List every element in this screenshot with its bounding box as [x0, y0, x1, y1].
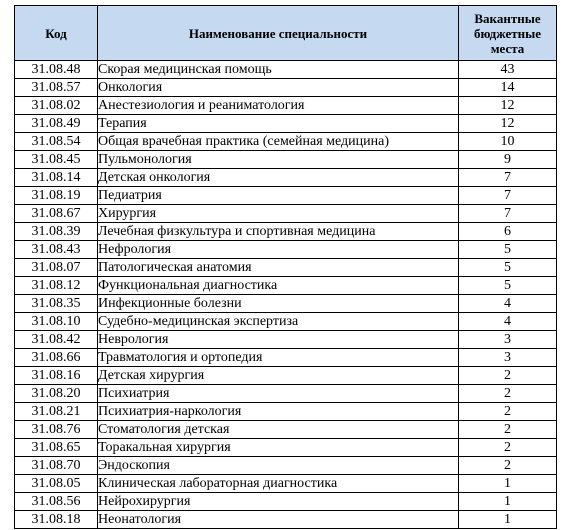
- specialty-name-cell: Детская хирургия: [98, 367, 459, 385]
- specialty-code-cell: 31.08.20: [15, 385, 98, 403]
- specialty-name-cell: Скорая медицинская помощь: [98, 61, 459, 79]
- table-row: [15, 115, 557, 133]
- specialty-code-cell: 31.08.16: [15, 367, 98, 385]
- vacant-places-cell: 1: [459, 475, 557, 493]
- specialty-name-cell: Нейрохирургия: [98, 493, 459, 511]
- vacant-places-cell: 14: [459, 79, 557, 97]
- table-header: [15, 6, 557, 61]
- specialty-code-cell: 31.08.43: [15, 241, 98, 259]
- table-row: [15, 151, 557, 169]
- header-vacant-places: Вакантные бюджетные места: [459, 6, 557, 61]
- vacant-places-cell: 2: [459, 421, 557, 439]
- specialty-name-cell: Общая врачебная практика (семейная медицина): [98, 133, 459, 151]
- specialty-code-cell: 31.08.18: [15, 511, 98, 529]
- specialty-name-cell: Нефрология: [98, 241, 459, 259]
- specialty-code-cell: 31.08.67: [15, 205, 98, 223]
- vacant-places-cell: 12: [459, 115, 557, 133]
- header-code: Код: [15, 6, 98, 61]
- specialty-code-cell: 31.08.66: [15, 349, 98, 367]
- specialty-code-cell: 31.08.56: [15, 493, 98, 511]
- table-row: [15, 223, 557, 241]
- vacant-places-cell: 6: [459, 223, 557, 241]
- specialty-name-cell: Психиатрия: [98, 385, 459, 403]
- table-row: [15, 169, 557, 187]
- vacant-places-cell: 2: [459, 367, 557, 385]
- vacant-places-cell: 7: [459, 205, 557, 223]
- vacant-places-cell: 5: [459, 259, 557, 277]
- specialty-name-cell: Терапия: [98, 115, 459, 133]
- specialty-code-cell: 31.08.70: [15, 457, 98, 475]
- specialty-code-cell: 31.08.76: [15, 421, 98, 439]
- vacant-places-cell: 7: [459, 187, 557, 205]
- specialty-code-cell: 31.08.19: [15, 187, 98, 205]
- table-row: [15, 187, 557, 205]
- table-row: [15, 367, 557, 385]
- specialty-name-cell: Эндоскопия: [98, 457, 459, 475]
- vacant-places-cell: 4: [459, 313, 557, 331]
- specialty-name-cell: Патологическая анатомия: [98, 259, 459, 277]
- specialty-code-cell: 31.08.57: [15, 79, 98, 97]
- specialty-name-cell: Педиатрия: [98, 187, 459, 205]
- table-row: [15, 259, 557, 277]
- specialty-code-cell: 31.08.49: [15, 115, 98, 133]
- specialty-code-cell: 31.08.14: [15, 169, 98, 187]
- vacant-places-cell: 5: [459, 277, 557, 295]
- table-row: [15, 241, 557, 259]
- specialty-name-cell: Неврология: [98, 331, 459, 349]
- specialty-code-cell: 31.08.45: [15, 151, 98, 169]
- table-row: [15, 403, 557, 421]
- vacant-places-cell: 1: [459, 493, 557, 511]
- specialty-name-cell: Судебно-медицинская экспертиза: [98, 313, 459, 331]
- specialty-name-cell: Детская онкология: [98, 169, 459, 187]
- vacant-places-cell: 3: [459, 331, 557, 349]
- specialty-code-cell: 31.08.07: [15, 259, 98, 277]
- specialty-name-cell: Онкология: [98, 79, 459, 97]
- specialty-name-cell: Психиатрия-наркология: [98, 403, 459, 421]
- table-row: [15, 457, 557, 475]
- table-row: [15, 385, 557, 403]
- table-row: [15, 439, 557, 457]
- table-row: [15, 79, 557, 97]
- vacant-places-cell: 3: [459, 349, 557, 367]
- table-row: [15, 349, 557, 367]
- specialty-code-cell: 31.08.02: [15, 97, 98, 115]
- specialty-name-cell: Лечебная физкультура и спортивная медицина: [98, 223, 459, 241]
- vacancies-table: [14, 5, 557, 529]
- specialty-code-cell: 31.08.12: [15, 277, 98, 295]
- specialty-name-cell: Торакальная хирургия: [98, 439, 459, 457]
- vacant-places-cell: 1: [459, 511, 557, 529]
- vacant-places-cell: 2: [459, 457, 557, 475]
- specialty-code-cell: 31.08.10: [15, 313, 98, 331]
- specialty-name-cell: Клиническая лабораторная диагностика: [98, 475, 459, 493]
- vacant-places-cell: 10: [459, 133, 557, 151]
- table-row: [15, 421, 557, 439]
- specialty-name-cell: Стоматология детская: [98, 421, 459, 439]
- vacant-places-cell: 12: [459, 97, 557, 115]
- table-row: [15, 97, 557, 115]
- table-row: [15, 277, 557, 295]
- specialty-code-cell: 31.08.54: [15, 133, 98, 151]
- specialty-name-cell: Инфекционные болезни: [98, 295, 459, 313]
- specialty-name-cell: Анестезиология и реаниматология: [98, 97, 459, 115]
- specialty-name-cell: Травматология и ортопедия: [98, 349, 459, 367]
- table-row: [15, 133, 557, 151]
- header-specialty-name: Наименование специальности: [98, 6, 459, 61]
- table-row: [15, 475, 557, 493]
- vacant-places-cell: 4: [459, 295, 557, 313]
- table-row: [15, 205, 557, 223]
- vacant-places-cell: 9: [459, 151, 557, 169]
- vacant-places-cell: 7: [459, 169, 557, 187]
- specialty-code-cell: 31.08.05: [15, 475, 98, 493]
- specialty-name-cell: Функциональная диагностика: [98, 277, 459, 295]
- specialty-code-cell: 31.08.39: [15, 223, 98, 241]
- table-row: [15, 493, 557, 511]
- table-row: [15, 313, 557, 331]
- table-row: [15, 295, 557, 313]
- vacant-places-cell: 43: [459, 61, 557, 79]
- specialty-code-cell: 31.08.65: [15, 439, 98, 457]
- header-row: [15, 6, 557, 61]
- table-row: [15, 61, 557, 79]
- specialty-code-cell: 31.08.42: [15, 331, 98, 349]
- specialty-name-cell: Неонатология: [98, 511, 459, 529]
- table-row: [15, 511, 557, 529]
- specialty-code-cell: 31.08.48: [15, 61, 98, 79]
- table-body: [15, 61, 557, 529]
- vacant-places-cell: 2: [459, 385, 557, 403]
- specialty-name-cell: Пульмонология: [98, 151, 459, 169]
- specialty-code-cell: 31.08.21: [15, 403, 98, 421]
- specialty-code-cell: 31.08.35: [15, 295, 98, 313]
- vacant-places-cell: 2: [459, 403, 557, 421]
- vacant-places-cell: 5: [459, 241, 557, 259]
- vacant-places-cell: 2: [459, 439, 557, 457]
- specialty-name-cell: Хирургия: [98, 205, 459, 223]
- table-row: [15, 331, 557, 349]
